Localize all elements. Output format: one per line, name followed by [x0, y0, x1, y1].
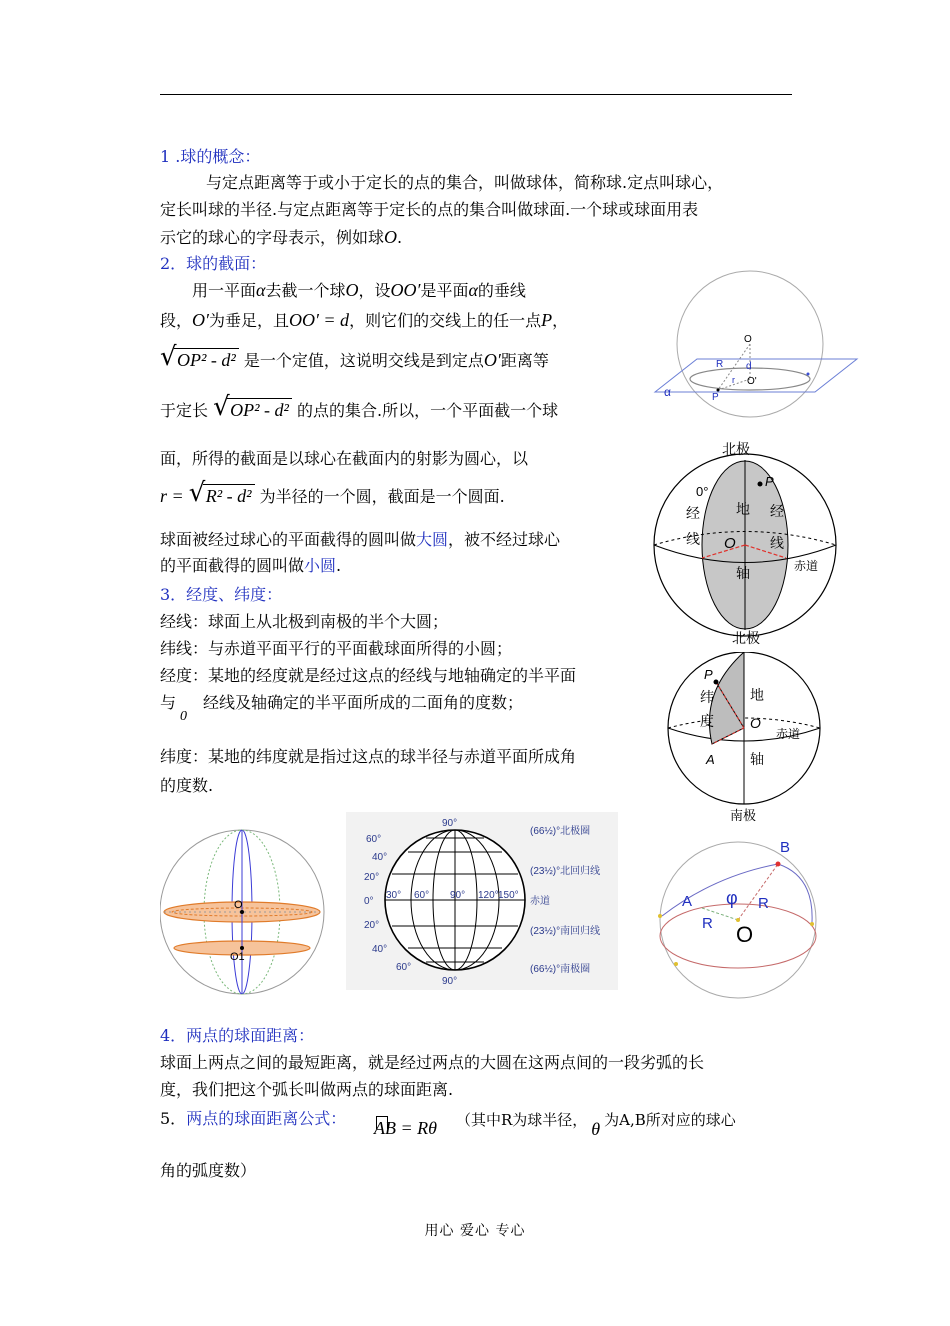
var-o-prime: O′: [192, 310, 209, 330]
meridian-figure: [648, 438, 858, 648]
label-du: 度: [700, 713, 714, 729]
label-equator: 赤道: [530, 896, 550, 907]
lat-0: 0°: [364, 896, 374, 907]
alpha-symbol: α: [256, 280, 266, 300]
alpha-symbol: α: [468, 280, 478, 300]
text: ，: [552, 311, 569, 330]
label-south: 南极: [730, 808, 757, 823]
latitude-figure: [660, 652, 830, 824]
text: 的垂线: [477, 281, 526, 300]
section-2-line-5: 面，所得的截面是以球心在截面内的射影为圆心，以: [160, 449, 529, 468]
label-a: A: [706, 752, 715, 767]
text: 为垂足，且: [208, 311, 289, 330]
section-1-heading: 1 .球的概念：: [160, 147, 261, 166]
section-5-line-2: 角的弧度数）: [160, 1161, 257, 1180]
label-p: P: [704, 667, 713, 682]
text: 与: [160, 693, 177, 712]
var-p: P: [541, 310, 553, 330]
label-jing-left-1: 经: [686, 505, 700, 521]
term-small-circle: 小圆: [304, 556, 337, 575]
label-o: O: [750, 715, 761, 731]
text: 是一个定值，这说明交线是到定点: [243, 351, 484, 370]
theta-symbol: θ: [591, 1119, 601, 1139]
lon-90: 90°: [450, 890, 466, 901]
text: 为A,B所对应的球心: [604, 1111, 736, 1129]
label-tropic-capricorn: (23½)°南回归线: [530, 926, 601, 937]
section-1-p2: 定长叫球的半径.与定点距离等于定长的点的集合叫做球面.一个球或球面用表: [160, 200, 699, 219]
text: 为半径的一个圆，截面是一个圆面.: [259, 487, 505, 506]
section-1-p3-end: .: [397, 228, 403, 247]
label-b: B: [780, 839, 791, 856]
label-r-big: R: [716, 359, 724, 370]
text: 段，: [160, 311, 193, 330]
sqrt-body: R² - d²: [203, 484, 255, 507]
label-o1: O1: [230, 951, 245, 963]
section-3-line-3: 经度：某地的经度就是经过这点的经线与地轴确定的半平面: [160, 666, 577, 685]
lon-150: 150°: [498, 890, 519, 901]
section-3-line-4: [160, 692, 524, 724]
label-zero-deg: 0°: [696, 484, 709, 499]
section-3-line-5: 纬度：某地的纬度就是指过这点的球半径与赤道平面所成角: [160, 747, 577, 766]
page-footer: 用心 爱心 专心: [424, 1223, 526, 1239]
label-antarctic-circle: (66½)°南极圈: [530, 964, 591, 975]
text: 经线及轴确定的半平面所成的二面角的度数；: [203, 693, 524, 712]
sphere-plane-figure: [650, 266, 860, 422]
text: 距离等: [500, 351, 549, 370]
label-equator: 赤道: [776, 727, 801, 741]
label-jing-right-1: 经: [770, 503, 784, 519]
section-4-line-2: 度，我们把这个弧长叫做两点的球面距离.: [160, 1080, 454, 1099]
label-r-right: R: [758, 895, 769, 912]
text: 是平面: [420, 281, 469, 300]
var-o-prime: O′: [483, 350, 501, 370]
section-2-line-4: [160, 392, 559, 422]
lat-40-n: 40°: [372, 852, 388, 863]
sqrt-body: OP² - d²: [227, 398, 292, 421]
section-1-p1: 与定点距离等于或小于定长的点的集合，叫做球体，简称球.定点叫球心，: [206, 173, 724, 192]
section-4-heading: 4．两点的球面距离：: [160, 1026, 315, 1045]
section-2-line-1: [192, 279, 526, 302]
sqrt-r: √ R² - d²: [189, 484, 255, 507]
text: 用一平面: [192, 281, 257, 300]
lat-60-s: 60°: [396, 962, 412, 973]
sqrt-body: OP² - d²: [174, 348, 239, 371]
text: 球面被经过球心的平面截得的圆叫做: [160, 530, 417, 549]
section-1-p3-text: 示它的球心的字母表示，例如球: [160, 228, 385, 247]
section-5-line-1: [160, 1108, 346, 1130]
label-o: O: [736, 922, 754, 947]
label-phi: φ: [726, 888, 738, 908]
label-arctic-circle: (66½)°北极圈: [530, 826, 591, 837]
sphere-var-o: O: [384, 227, 398, 247]
lat-90-top: 90°: [442, 818, 458, 829]
label-wei: 纬: [700, 689, 714, 705]
label-alpha: α: [664, 385, 671, 399]
section-2-line-3: [160, 342, 549, 372]
section-3-heading: 3．经度、纬度：: [160, 585, 283, 604]
text: ，被不经过球心: [448, 530, 561, 549]
text: .: [336, 556, 342, 575]
label-o: O: [234, 899, 243, 911]
section-2-line-7: [160, 529, 560, 551]
lon-120: 120°: [478, 890, 499, 901]
lat-60-n: 60°: [366, 834, 382, 845]
label-o: O: [744, 334, 752, 345]
var-o: O: [345, 280, 359, 300]
lon-30: 30°: [386, 890, 402, 901]
text: ，则它们的交线上的任一点: [349, 311, 542, 330]
lon-60: 60°: [414, 890, 430, 901]
label-r-left: R: [702, 915, 713, 932]
label-d: d: [746, 361, 752, 372]
spherical-distance-figure: [654, 836, 824, 1000]
sqrt-expression: √ OP² - d²: [213, 398, 292, 421]
lat-20-n: 20°: [364, 872, 380, 883]
arc-formula: AB = Rθ: [374, 1118, 437, 1138]
lat-90-bottom: 90°: [442, 976, 458, 987]
section-2-line-6: [160, 478, 505, 508]
label-o: O: [724, 535, 736, 552]
label-equator: 赤道: [794, 559, 819, 573]
section-1-p3: [160, 226, 402, 249]
text: ，设: [358, 281, 391, 300]
text: 的平面截得的圆叫做: [160, 556, 305, 575]
header-rule: [160, 94, 792, 95]
lat-20-s: 20°: [364, 920, 380, 931]
equation-oo-d: OO′ = d: [288, 310, 350, 330]
label-p: P: [712, 392, 719, 403]
text: 去截一个球: [265, 281, 346, 300]
term-big-circle: 大圆: [416, 530, 449, 549]
sphere-rings-figure: [160, 826, 330, 998]
section-3-line-1: 经线：球面上从北极到南极的半个大圆；: [160, 612, 449, 631]
label-zhou: 轴: [736, 565, 750, 581]
arc-symbol: [376, 1116, 388, 1129]
label-jing-right-2: 线: [770, 535, 784, 551]
section-2-line-2: [160, 309, 568, 332]
text: （其中R为球半径，: [456, 1111, 588, 1129]
text: 于定长: [160, 401, 209, 420]
section-3-line-6: 的度数.: [160, 776, 214, 795]
var-oo-prime: OO′: [390, 280, 421, 300]
zero-meridian: 0: [180, 709, 188, 724]
label-north-top: 北极: [722, 441, 750, 457]
label-zhou: 轴: [750, 751, 764, 767]
section-2-heading: 2．球的截面：: [160, 254, 267, 273]
globe-grid-figure: [346, 812, 618, 990]
label-north-bottom: 北极: [732, 630, 760, 646]
sqrt-expression: √ OP² - d²: [160, 348, 239, 371]
label-p: P: [765, 474, 774, 489]
section-5-number: 5．: [160, 1109, 187, 1128]
section-2-line-8: [160, 555, 341, 577]
label-di: 地: [736, 501, 750, 517]
label-di: 地: [750, 687, 764, 703]
label-jing-left-2: 线: [686, 531, 700, 547]
text: 的点的集合.所以，一个平面截一个球: [296, 401, 559, 420]
section-5-note: [456, 1108, 736, 1139]
section-4-line-1: 球面上两点之间的最短距离，就是经过两点的大圆在这两点间的一段劣弧的长: [160, 1053, 705, 1072]
section-3-line-2: 纬线：与赤道平面平行的平面截球面所得的小圆；: [160, 639, 513, 658]
label-a: A: [682, 893, 693, 910]
label-o-prime: O': [747, 376, 757, 387]
r-equals: r =: [160, 486, 184, 506]
section-5-heading: 两点的球面距离公式：: [186, 1109, 347, 1128]
label-r-small: r: [732, 375, 735, 385]
lat-40-s: 40°: [372, 944, 388, 955]
label-tropic-cancer: (23½)°北回归线: [530, 866, 601, 877]
